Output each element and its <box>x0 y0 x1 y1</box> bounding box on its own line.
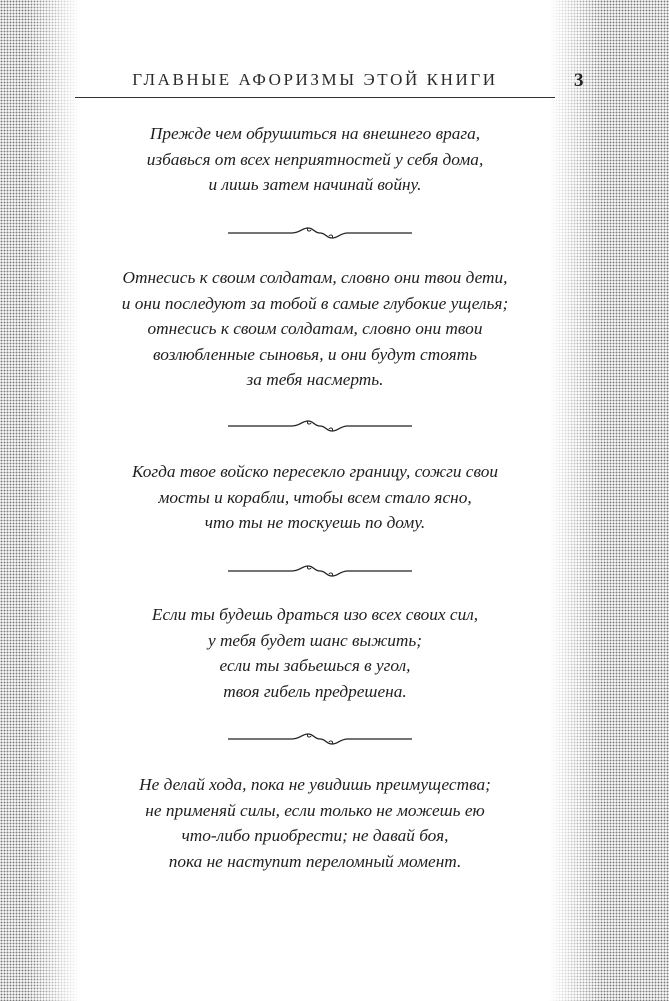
flourish-divider-icon <box>228 419 412 433</box>
aphorism-line: что-либо приобрести; не давай боя, <box>181 826 449 845</box>
header-title: ГЛАВНЫЕ АФОРИЗМЫ ЭТОЙ КНИГИ <box>132 70 498 89</box>
header-rule <box>75 97 555 98</box>
flourish-divider-icon <box>228 564 412 578</box>
aphorism-5 <box>75 772 555 874</box>
aphorism-line: твоя гибель предрешена. <box>223 681 407 701</box>
aphorism-line: за тебя насмерть. <box>246 370 384 389</box>
aphorism-3 <box>75 459 555 536</box>
aphorism-line: отнесись к своим солдатам, словно они твои <box>147 319 483 338</box>
aphorism-line: у тебя будет шанс выжить; <box>207 630 423 650</box>
halftone-border-right <box>549 0 669 1001</box>
aphorism-line: избавься от всех неприятностей у себя дома, <box>146 149 484 169</box>
aphorism-line: Прежде чем обрушиться на внешнего врага, <box>149 124 481 143</box>
aphorism-1 <box>75 121 555 198</box>
aphorism-line: не применяй силы, если только не можешь ею <box>145 800 485 820</box>
halftone-border-left <box>0 0 80 1001</box>
aphorism-line: мосты и корабли, чтобы всем стало ясно, <box>158 487 472 507</box>
aphorism-line: и они последуют за тобой в самые глубокие ущелья; <box>121 293 509 313</box>
page-number: 3 <box>574 70 584 91</box>
aphorism-line: Не делай хода, пока не увидишь преимущества; <box>139 775 491 794</box>
aphorism-line: Если ты будешь драться изо всех своих сил, <box>151 605 479 624</box>
aphorism-line: Когда твое войско пересекло границу, сожги свои <box>131 462 499 481</box>
aphorism-4 <box>75 602 555 704</box>
running-header <box>75 66 555 98</box>
aphorism-line: что ты не тоскуешь по дому. <box>204 513 426 532</box>
aphorism-line: и лишь затем начинай войну. <box>208 175 422 194</box>
aphorism-2 <box>75 265 555 393</box>
aphorism-line: если ты забьешься в угол, <box>219 656 411 675</box>
aphorism-line: Отнесись к своим солдатам, словно они твои дети, <box>122 268 508 287</box>
flourish-divider-icon <box>228 226 412 240</box>
aphorism-line: пока не наступит переломный момент. <box>168 851 462 871</box>
aphorism-line: возлюбленные сыновья, и они будут стоять <box>153 344 477 364</box>
flourish-divider-icon <box>228 732 412 746</box>
